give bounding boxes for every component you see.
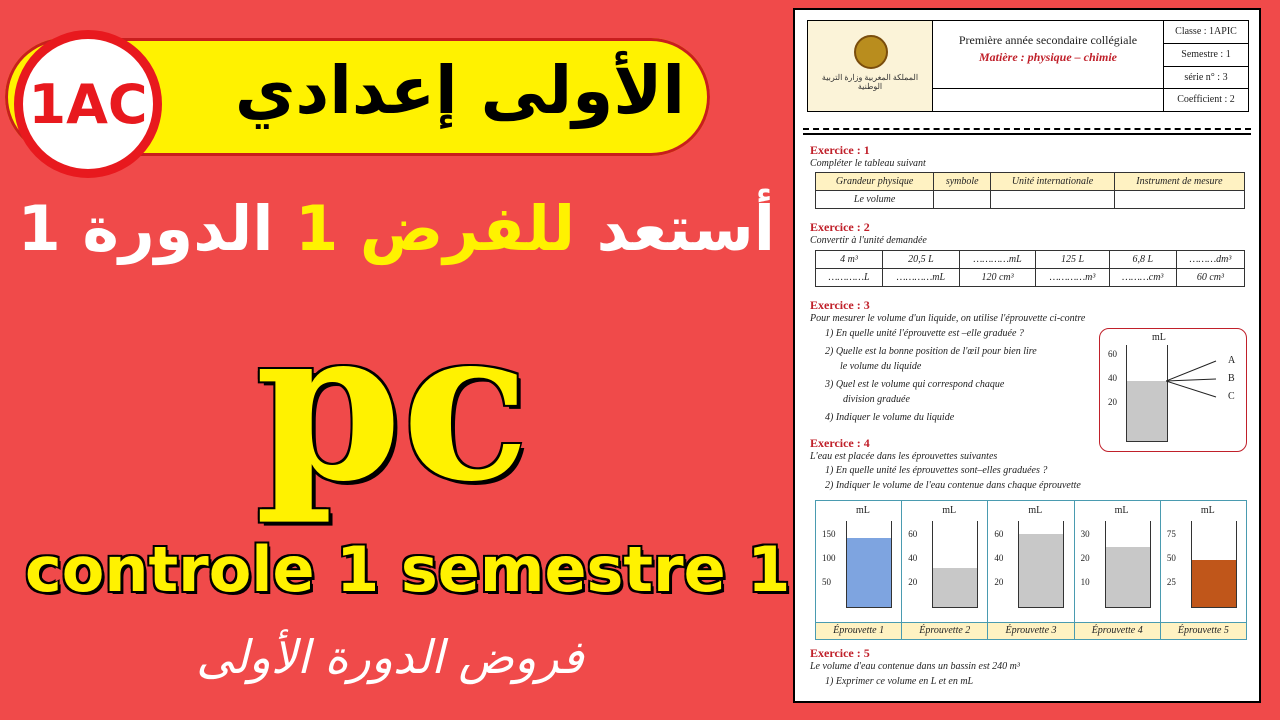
- ex3-q2b: le volume du liquide: [840, 361, 922, 372]
- cylinder-unit: mL: [1028, 505, 1043, 516]
- ex5-q1: 1) Exprimer ce volume en L et en mL: [825, 676, 974, 687]
- cylinder-unit: mL: [1200, 505, 1215, 516]
- ex3-tick: 60: [1108, 349, 1117, 359]
- ex2-title: Exercice : 2: [810, 220, 870, 234]
- exam-sheet: [793, 8, 1261, 703]
- info-serie: série n° : 3: [1164, 67, 1248, 90]
- cylinder-tick: 50: [1166, 553, 1176, 563]
- ex3-q1: 1) En quelle unité l'éprouvette est –elle graduée ?: [825, 328, 1024, 339]
- matiere-text: Matière : physique – chimie: [979, 50, 1117, 64]
- ex3-q4: 4) Indiquer le volume du liquide: [825, 412, 955, 423]
- cylinder-label: Éprouvette 1: [816, 623, 902, 639]
- ex4-text: L'eau est placée dans les éprouvettes suivantes: [810, 451, 998, 462]
- cylinder-tick: 75: [1166, 529, 1176, 539]
- cylinder-cell: [1075, 501, 1161, 639]
- cylinder: [932, 521, 978, 608]
- ex2-cell: 4 m³: [816, 251, 883, 269]
- eye-lines: [1166, 351, 1226, 411]
- ministry-logo: [808, 21, 933, 111]
- header-school: [933, 21, 1163, 89]
- cylinder-label: Éprouvette 4: [1075, 623, 1161, 639]
- cylinder-tick: 10: [1080, 577, 1090, 587]
- ex3-cylinder: [1126, 345, 1168, 442]
- info-classe: Classe : 1APIC: [1164, 21, 1248, 44]
- eye-b-label: B: [1228, 373, 1235, 384]
- cylinder-tick: 25: [1166, 577, 1176, 587]
- cylinder-label: Éprouvette 3: [988, 623, 1074, 639]
- ex4-q1: 1) En quelle unité les éprouvettes sont–elles graduées ?: [825, 465, 1048, 476]
- ex2-text: Convertir à l'unité demandée: [810, 235, 927, 246]
- ex1-table: [815, 172, 1245, 209]
- cylinder-cell: [988, 501, 1074, 639]
- cylinder-tick: 100: [822, 553, 836, 563]
- ex1-text: Compléter le tableau suivant: [810, 158, 926, 169]
- cylinder-cell: [816, 501, 902, 639]
- ex2-cell: 125 L: [1036, 251, 1109, 269]
- cylinder-cell: [1161, 501, 1246, 639]
- cylinder-unit: mL: [942, 505, 957, 516]
- cylinder: [1018, 521, 1064, 608]
- ex2-cell: …………mL: [883, 269, 960, 287]
- cylinder: [1105, 521, 1151, 608]
- ex2-cell: ………cm³: [1109, 269, 1176, 287]
- ex2-cell: 20,5 L: [883, 251, 960, 269]
- ex4-q2: 2) Indiquer le volume de l'eau contenue dans chaque éprouvette: [825, 480, 1081, 491]
- ex1-cell: [991, 191, 1115, 209]
- ex1-header: Grandeur physique: [816, 173, 934, 191]
- sheet-header: [807, 20, 1249, 112]
- ex3-liquid: [1127, 381, 1167, 441]
- ex2-cell: 6,8 L: [1109, 251, 1176, 269]
- header-mid: [933, 21, 1164, 111]
- ex5-title: Exercice : 5: [810, 646, 870, 660]
- eye-a-label: A: [1228, 355, 1236, 366]
- cylinder-tick: 150: [822, 529, 836, 539]
- badge-text: 1AC: [28, 72, 148, 136]
- cylinder-tick: 40: [908, 553, 918, 563]
- subtitle-part3: الدورة 1: [17, 192, 296, 265]
- ex3-unit: mL: [1152, 332, 1166, 343]
- controle-title: controle 1 semestre 1: [25, 533, 791, 606]
- cylinder-tick: 30: [1080, 529, 1090, 539]
- cylinder-unit: mL: [1114, 505, 1129, 516]
- ex3-q3: 3) Quel est le volume qui correspond chaque: [825, 379, 1005, 390]
- ex4-cylinders: [815, 500, 1247, 640]
- cylinder-tick: 60: [994, 529, 1004, 539]
- logo-text: المملكة المغربية وزارة التربية الوطنية: [821, 73, 919, 91]
- ex2-cell: 60 cm³: [1176, 269, 1244, 287]
- cylinder-tick: 50: [822, 577, 831, 587]
- school-text: Première année secondaire collégiale: [958, 33, 1138, 47]
- cylinder-tick: 60: [908, 529, 918, 539]
- subtitle-part2: للفرض 1: [295, 192, 576, 265]
- ex1-header: symbole: [934, 173, 991, 191]
- eye-c-label: C: [1228, 391, 1235, 402]
- cylinder-liquid: [933, 568, 977, 607]
- cylinder-liquid: [847, 538, 891, 607]
- level-badge: [14, 30, 162, 178]
- ex5-text: Le volume d'eau contenue dans un bassin est 240 m³: [810, 661, 1020, 672]
- ex1-header: Instrument de mesure: [1114, 173, 1244, 191]
- ex3-text: Pour mesurer le volume d'un liquide, on utilise l'éprouvette ci-contre: [810, 313, 1086, 324]
- ex4-labels: [815, 622, 1247, 640]
- divider: [803, 133, 1251, 135]
- cylinder: [1191, 521, 1237, 608]
- ex2-cell: …………mL: [959, 251, 1036, 269]
- ex4-title: Exercice : 4: [810, 436, 870, 450]
- ex2-cell: 120 cm³: [959, 269, 1036, 287]
- ex3-tick: 20: [1108, 397, 1117, 407]
- ex1-cell: Le volume: [816, 191, 934, 209]
- cylinder-unit: mL: [856, 505, 870, 516]
- cylinder-tick: 20: [1080, 553, 1090, 563]
- cylinder-liquid: [1019, 534, 1063, 607]
- ex3-title: Exercice : 3: [810, 298, 870, 312]
- banner-title: الأولى إعدادي: [234, 52, 685, 129]
- cylinder-tick: 40: [994, 553, 1004, 563]
- info-semestre: Semestre : 1: [1164, 44, 1248, 67]
- cylinder-liquid: [1106, 547, 1150, 607]
- subtitle-line: [15, 192, 775, 265]
- cylinder-cell: [902, 501, 988, 639]
- header-info: [1164, 21, 1248, 111]
- cylinder: [846, 521, 892, 608]
- subtitle-part1: أستعد: [575, 192, 775, 265]
- divider: [803, 128, 1251, 130]
- crest-icon: [854, 35, 888, 69]
- info-coefficient: Coefficient : 2: [1177, 94, 1235, 106]
- cylinder-label: Éprouvette 2: [902, 623, 988, 639]
- pc-title: pc: [255, 281, 530, 528]
- script-caption: فروض الدورة الأولى: [196, 630, 584, 684]
- cylinder-label: Éprouvette 5: [1177, 625, 1229, 636]
- ex3-figure: [1099, 328, 1247, 452]
- ex1-title: Exercice : 1: [810, 143, 870, 157]
- ex2-cell: …………m³: [1036, 269, 1109, 287]
- cylinder-liquid: [1192, 560, 1236, 607]
- cylinder-tick: 20: [908, 577, 918, 587]
- ex3-q3b: division graduée: [843, 394, 910, 405]
- ex2-table: [815, 250, 1245, 287]
- ex1-cell: [1114, 191, 1244, 209]
- ex2-cell: …………L: [816, 269, 883, 287]
- ex3-q2: 2) Quelle est la bonne position de l'œil pour bien lire: [825, 346, 1037, 357]
- ex1-cell: [934, 191, 991, 209]
- ex2-cell: ………dm³: [1176, 251, 1244, 269]
- ex3-tick: 40: [1108, 373, 1117, 383]
- cylinder-tick: 20: [994, 577, 1004, 587]
- ex1-header: Unité internationale: [991, 173, 1115, 191]
